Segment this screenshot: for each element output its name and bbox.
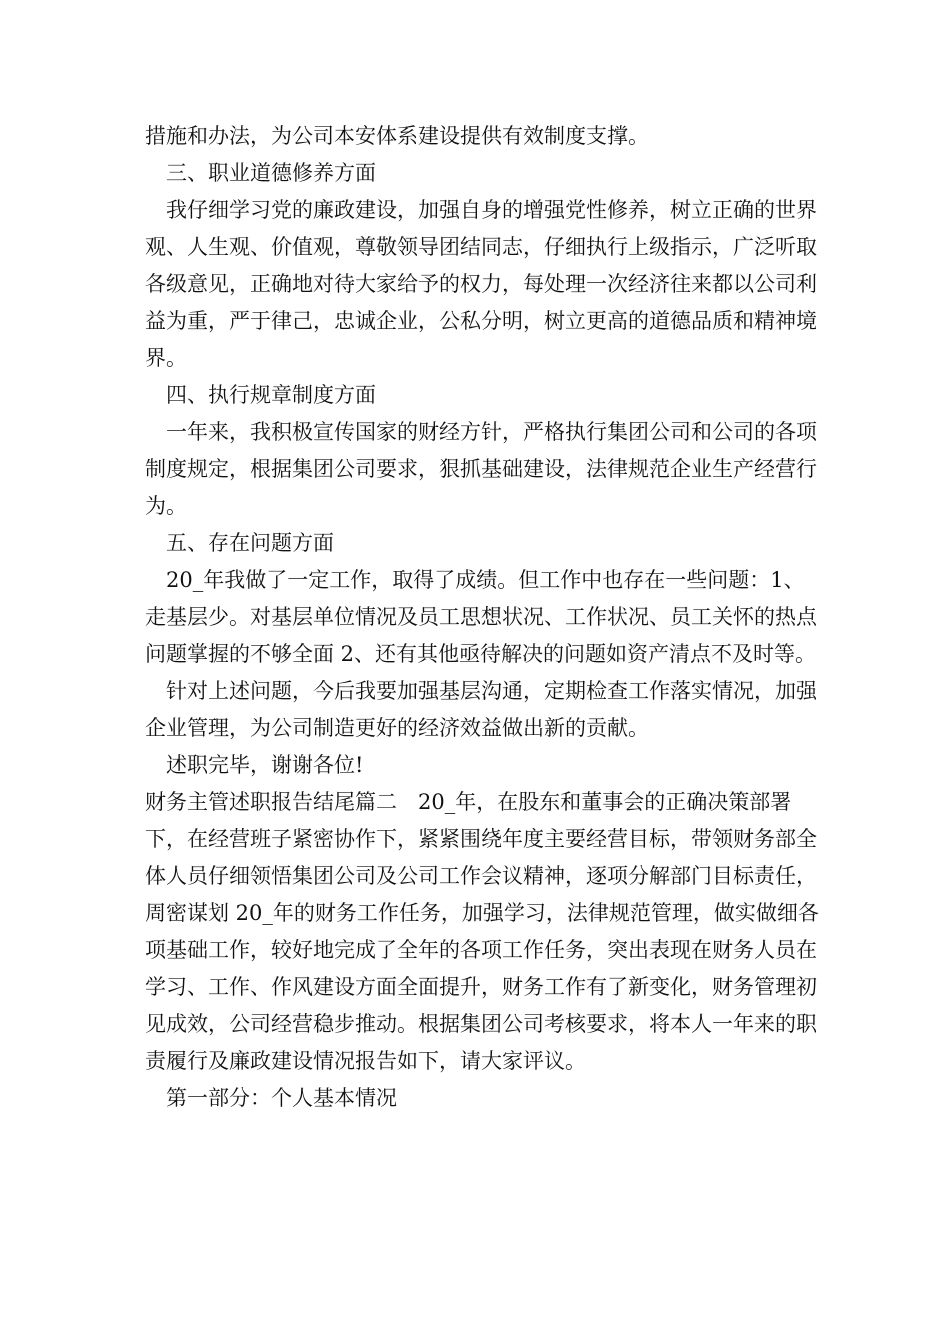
section-heading-part-one: 第一部分：个人基本情况	[166, 1086, 397, 1110]
document-body	[145, 118, 825, 1117]
section-heading-5: 五、存在问题方面	[166, 531, 334, 555]
paragraph-closing: 述职完毕，谢谢各位!	[166, 753, 364, 777]
paragraph-problems: 20_年我做了一定工作，取得了成绩。但工作中也存在一些问题：1、走基层少。对基层单位情况及员工思想状况、工作状况、员工关怀的热点问题掌握的不够全面 2、还有其他亟待解决的问题如资产清点不及时等。	[145, 568, 817, 666]
section-heading-4: 四、执行规章制度方面	[166, 383, 376, 407]
paragraph-regulations: 一年来，我积极宣传国家的财经方针，严格执行集团公司和公司的各项制度规定，根据集团公司要求，狠抓基础建设，法律规范企业生产经营行为。	[145, 420, 817, 518]
paragraph-ethics: 我仔细学习党的廉政建设，加强自身的增强党性修养，树立正确的世界观、人生观、价值观，尊敬领导团结同志，仔细执行上级指示，广泛听取各级意见，正确地对待大家给予的权力，每处理一次经济往来都以公司利益为重，严于律己，忠诚企业，公私分明，树立更高的道德品质和精神境界。	[145, 198, 817, 370]
paragraph-part-two: 财务主管述职报告结尾篇二 20_年，在股东和董事会的正确决策部署下，在经营班子紧密协作下，紧紧围绕年度主要经营目标，带领财务部全体人员仔细领悟集团公司及公司工作会议精神，逐项分解部门目标责任，周密谋划 20_年的财务工作任务，加强学习，法律规范管理，做实做细各项基础工作，较好地完成了全年的各项工作任务，突出表现在财务人员在学习、工作、作风建设方面全面提升，财务工作有了新变化，财务管理初见成效，公司经营稳步推动。根据集团公司考核要求，将本人一年来的职责履行及廉政建设情况报告如下，请大家评议。	[145, 790, 819, 1073]
paragraph-improvements: 针对上述问题，今后我要加强基层沟通，定期检查工作落实情况，加强企业管理，为公司制造更好的经济效益做出新的贡献。	[145, 679, 817, 740]
section-heading-3: 三、职业道德修养方面	[166, 161, 376, 185]
paragraph-continuation: 措施和办法，为公司本安体系建设提供有效制度支撑。	[145, 124, 649, 148]
